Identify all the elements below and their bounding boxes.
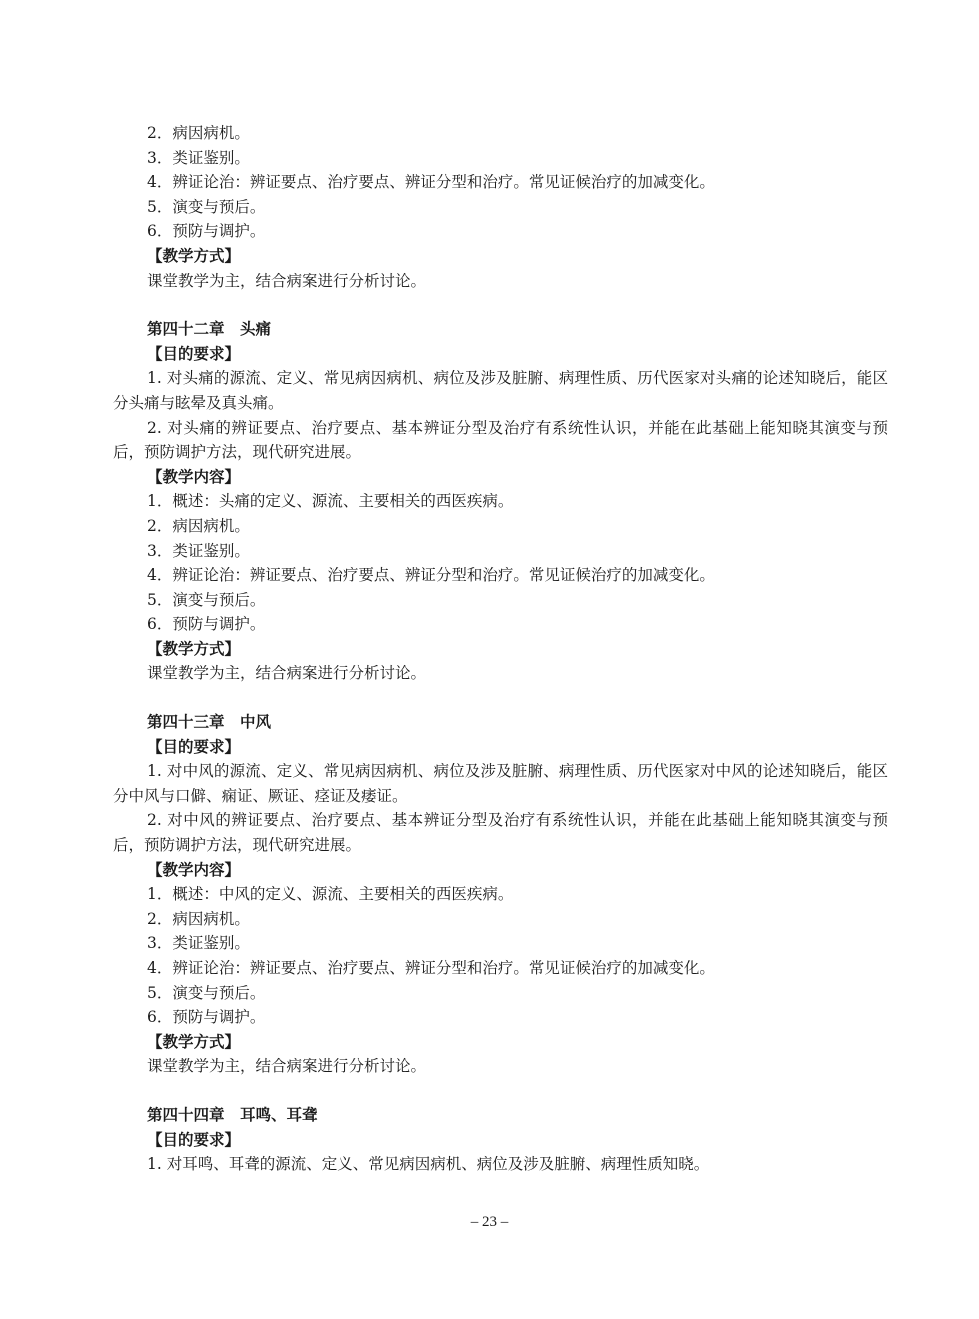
list-item: 3．类证鉴别。 xyxy=(147,541,250,560)
list-item: 2．病因病机。 xyxy=(147,909,250,928)
list-item: 6．预防与调护。 xyxy=(147,615,266,634)
section-heading: 【目的要求】 xyxy=(147,343,241,363)
paragraph: 2. 对中风的辨证要点、治疗要点、基本辨证分型及治疗有系统性认识，并能在此基础上能知晓其演变与预后，预防调护方法，现代研究进展。 xyxy=(113,811,888,855)
section-heading: 【教学方式】 xyxy=(147,1031,241,1051)
chapter-title: 第四十四章 耳鸣、耳聋 xyxy=(147,1104,318,1124)
paragraph: 1. 对耳鸣、耳聋的源流、定义、常见病因病机、病位及涉及脏腑、病理性质知晓。 xyxy=(147,1155,710,1174)
paragraph: 课堂教学为主，结合病案进行分析讨论。 xyxy=(147,664,427,683)
chapter-43 xyxy=(113,710,888,1079)
paragraph: 课堂教学为主，结合病案进行分析讨论。 xyxy=(147,1057,427,1076)
list-item: 4．辨证论治：辨证要点、治疗要点、辨证分型和治疗。常见证候治疗的加减变化。 xyxy=(147,173,715,192)
list-item: 1．概述：中风的定义、源流、主要相关的西医疾病。 xyxy=(147,885,514,904)
chapter-title: 第四十三章 中风 xyxy=(147,712,272,732)
list-item: 1．概述：头痛的定义、源流、主要相关的西医疾病。 xyxy=(147,492,514,511)
section-heading: 【教学内容】 xyxy=(147,466,241,486)
section-heading: 【教学方式】 xyxy=(147,245,241,265)
section-heading: 【教学方式】 xyxy=(147,638,241,658)
list-item: 2．病因病机。 xyxy=(147,124,250,142)
paragraph: 1. 对头痛的源流、定义、常见病因病机、病位及涉及脏腑、病理性质、历代医家对头痛的论述知晓后，能区分头痛与眩晕及真头痛。 xyxy=(113,369,888,412)
section-heading: 【目的要求】 xyxy=(147,736,241,756)
paragraph: 课堂教学为主，结合病案进行分析讨论。 xyxy=(147,271,427,290)
list-item: 3．类证鉴别。 xyxy=(147,934,250,953)
paragraph: 2. 对头痛的辨证要点、治疗要点、基本辨证分型及治疗有系统性认识，并能在此基础上能知晓其演变与预后，预防调护方法，现代研究进展。 xyxy=(113,418,888,462)
list-item: 4．辨证论治：辨证要点、治疗要点、辨证分型和治疗。常见证候治疗的加减变化。 xyxy=(147,566,715,585)
section-heading: 【教学内容】 xyxy=(147,859,241,879)
section-heading: 【目的要求】 xyxy=(147,1129,241,1149)
list-item: 5．演变与预后。 xyxy=(147,983,266,1002)
list-item: 4．辨证论治：辨证要点、治疗要点、辨证分型和治疗。常见证候治疗的加减变化。 xyxy=(147,959,715,977)
chapter-title: 第四十二章 头痛 xyxy=(147,319,272,339)
page-number: – 23 – xyxy=(470,1214,509,1230)
chapter-44 xyxy=(113,1103,888,1177)
list-item: 5．演变与预后。 xyxy=(147,197,266,216)
paragraph: 1. 对中风的源流、定义、常见病因病机、病位及涉及脏腑、病理性质、历代医家对中风的论述知晓后，能区分中风与口僻、痫证、厥证、痉证及痿证。 xyxy=(113,762,888,805)
list-item: 5．演变与预后。 xyxy=(147,590,266,609)
list-item: 6．预防与调护。 xyxy=(147,1008,266,1027)
document-body xyxy=(113,121,888,1177)
list-item: 6．预防与调护。 xyxy=(147,222,266,241)
list-item: 3．类证鉴别。 xyxy=(147,148,250,167)
list-item: 2．病因病机。 xyxy=(147,516,250,535)
chapter-42 xyxy=(113,317,888,686)
previous-chapter-continuation xyxy=(113,121,888,293)
